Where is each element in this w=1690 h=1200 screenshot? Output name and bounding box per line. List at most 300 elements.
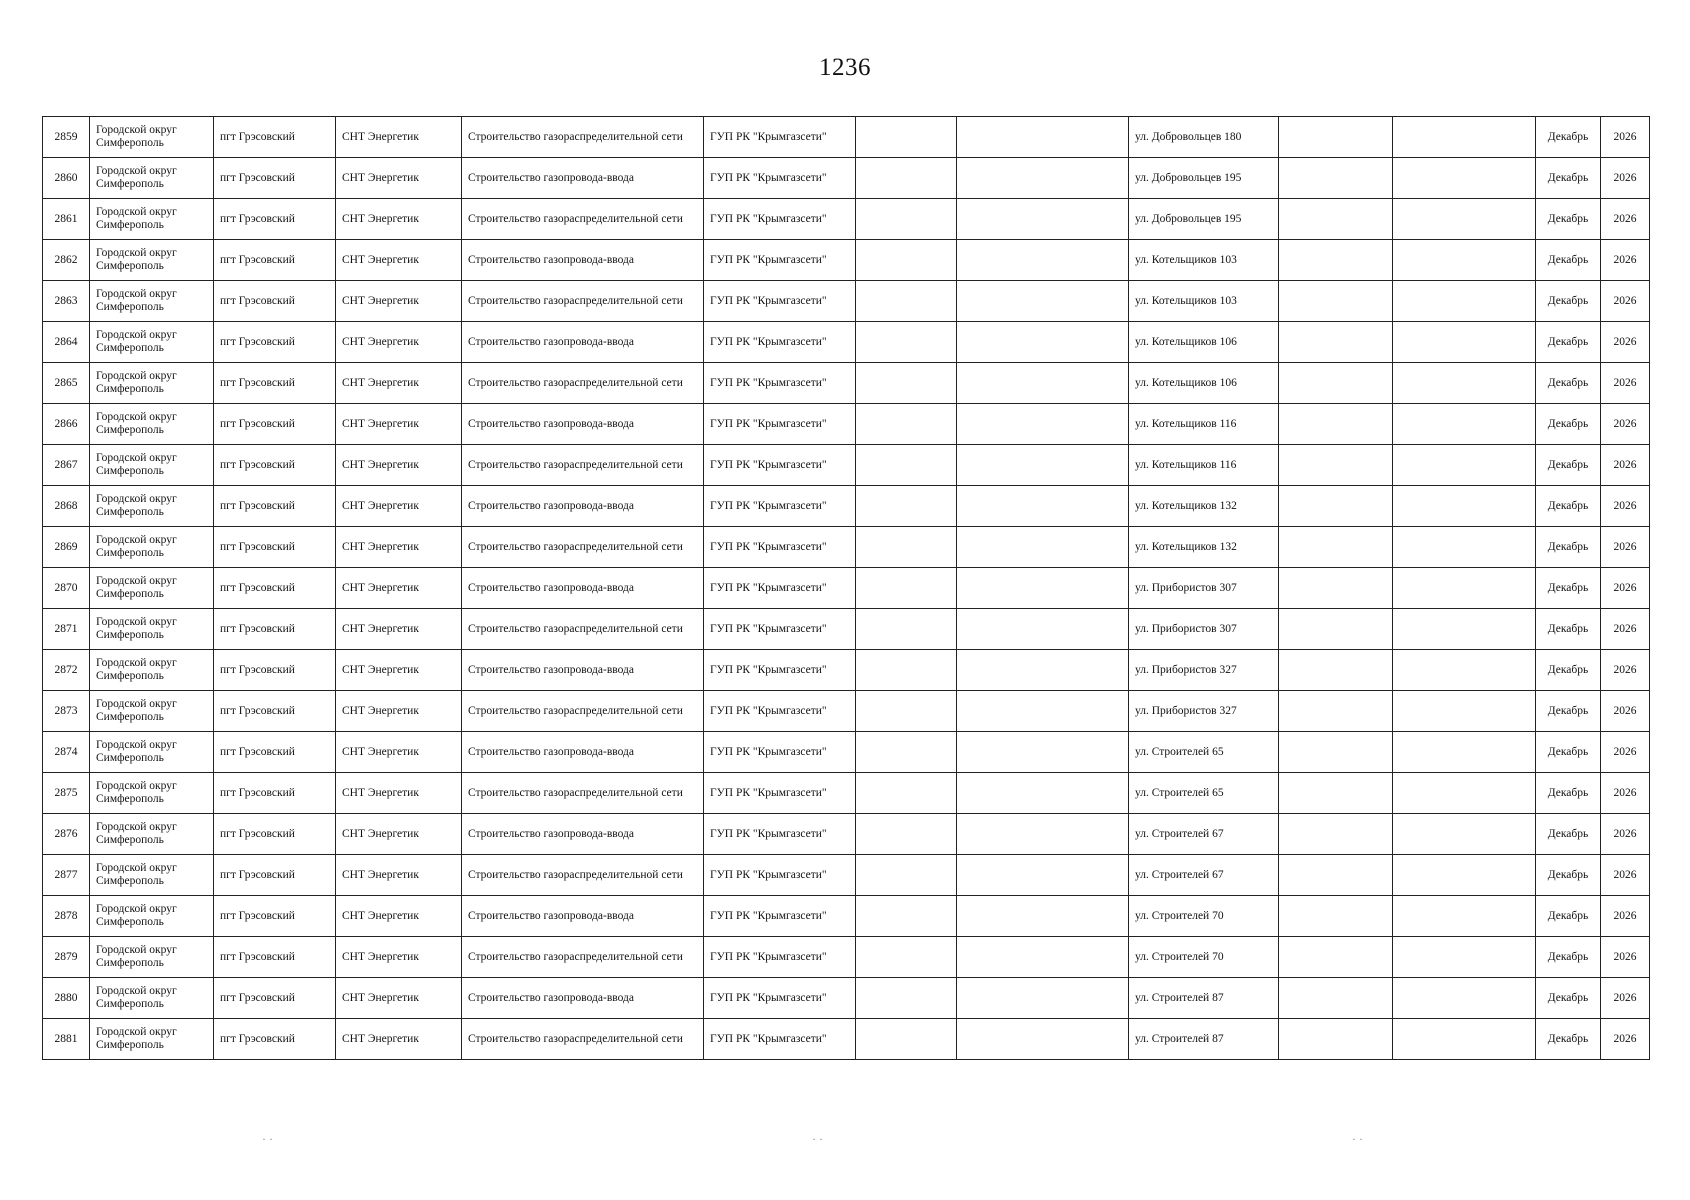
- district-cell: Городской округ Симферополь: [90, 691, 214, 732]
- settlement-cell: пгт Грэсовский: [214, 527, 336, 568]
- empty-cell: [1393, 568, 1536, 609]
- snt-cell: СНТ Энергетик: [336, 486, 462, 527]
- settlement-cell: пгт Грэсовский: [214, 937, 336, 978]
- snt-cell: СНТ Энергетик: [336, 199, 462, 240]
- address-cell: ул. Строителей 65: [1129, 732, 1279, 773]
- empty-cell: [1279, 650, 1393, 691]
- month-cell: Декабрь: [1536, 363, 1601, 404]
- table-row: [43, 814, 1650, 855]
- work-type-cell: Строительство газопровода-ввода: [462, 650, 704, 691]
- empty-cell: [1393, 363, 1536, 404]
- empty-cell: [1393, 199, 1536, 240]
- empty-cell: [957, 937, 1129, 978]
- district-cell: Городской округ Симферополь: [90, 732, 214, 773]
- month-cell: Декабрь: [1536, 404, 1601, 445]
- scan-speck: · ·: [262, 1132, 273, 1146]
- empty-cell: [1279, 527, 1393, 568]
- work-type-cell: Строительство газопровода-ввода: [462, 896, 704, 937]
- address-cell: ул. Котельщиков 106: [1129, 322, 1279, 363]
- month-cell: Декабрь: [1536, 281, 1601, 322]
- district-cell: Городской округ Симферополь: [90, 814, 214, 855]
- address-cell: ул. Котельщиков 116: [1129, 445, 1279, 486]
- empty-cell: [856, 527, 957, 568]
- settlement-cell: пгт Грэсовский: [214, 445, 336, 486]
- empty-cell: [1279, 568, 1393, 609]
- work-type-cell: Строительство газопровода-ввода: [462, 240, 704, 281]
- district-cell: Городской округ Симферополь: [90, 568, 214, 609]
- work-type-cell: Строительство газораспределительной сети: [462, 609, 704, 650]
- table-row: [43, 281, 1650, 322]
- operator-cell: ГУП РК "Крымгазсети": [704, 609, 856, 650]
- address-cell: ул. Строителей 67: [1129, 855, 1279, 896]
- operator-cell: ГУП РК "Крымгазсети": [704, 855, 856, 896]
- empty-cell: [957, 527, 1129, 568]
- year-cell: 2026: [1601, 199, 1650, 240]
- work-type-cell: Строительство газопровода-ввода: [462, 322, 704, 363]
- month-cell: Декабрь: [1536, 445, 1601, 486]
- settlement-cell: пгт Грэсовский: [214, 363, 336, 404]
- snt-cell: СНТ Энергетик: [336, 937, 462, 978]
- empty-cell: [856, 650, 957, 691]
- work-type-cell: Строительство газораспределительной сети: [462, 1019, 704, 1060]
- row-number-cell: 2870: [43, 568, 90, 609]
- work-type-cell: Строительство газопровода-ввода: [462, 568, 704, 609]
- empty-cell: [957, 609, 1129, 650]
- work-type-cell: Строительство газораспределительной сети: [462, 363, 704, 404]
- empty-cell: [856, 896, 957, 937]
- empty-cell: [856, 1019, 957, 1060]
- empty-cell: [1393, 404, 1536, 445]
- district-cell: Городской округ Симферополь: [90, 322, 214, 363]
- month-cell: Декабрь: [1536, 527, 1601, 568]
- address-cell: ул. Добровольцев 195: [1129, 158, 1279, 199]
- district-cell: Городской округ Симферополь: [90, 650, 214, 691]
- year-cell: 2026: [1601, 568, 1650, 609]
- address-cell: ул. Строителей 70: [1129, 937, 1279, 978]
- row-number-cell: 2865: [43, 363, 90, 404]
- year-cell: 2026: [1601, 486, 1650, 527]
- settlement-cell: пгт Грэсовский: [214, 199, 336, 240]
- snt-cell: СНТ Энергетик: [336, 117, 462, 158]
- settlement-cell: пгт Грэсовский: [214, 240, 336, 281]
- empty-cell: [1279, 158, 1393, 199]
- district-cell: Городской округ Симферополь: [90, 445, 214, 486]
- settlement-cell: пгт Грэсовский: [214, 814, 336, 855]
- settlement-cell: пгт Грэсовский: [214, 691, 336, 732]
- work-type-cell: Строительство газопровода-ввода: [462, 814, 704, 855]
- operator-cell: ГУП РК "Крымгазсети": [704, 117, 856, 158]
- row-number-cell: 2877: [43, 855, 90, 896]
- empty-cell: [957, 691, 1129, 732]
- empty-cell: [1279, 1019, 1393, 1060]
- row-number-cell: 2862: [43, 240, 90, 281]
- empty-cell: [957, 568, 1129, 609]
- empty-cell: [856, 281, 957, 322]
- settlement-cell: пгт Грэсовский: [214, 978, 336, 1019]
- district-cell: Городской округ Симферополь: [90, 281, 214, 322]
- empty-cell: [1393, 732, 1536, 773]
- table-row: [43, 568, 1650, 609]
- empty-cell: [1279, 691, 1393, 732]
- empty-cell: [957, 240, 1129, 281]
- settlement-cell: пгт Грэсовский: [214, 568, 336, 609]
- row-number-cell: 2879: [43, 937, 90, 978]
- table-row: [43, 609, 1650, 650]
- empty-cell: [1279, 199, 1393, 240]
- address-cell: ул. Котельщиков 106: [1129, 363, 1279, 404]
- snt-cell: СНТ Энергетик: [336, 691, 462, 732]
- empty-cell: [1279, 609, 1393, 650]
- month-cell: Декабрь: [1536, 486, 1601, 527]
- work-type-cell: Строительство газопровода-ввода: [462, 732, 704, 773]
- empty-cell: [957, 363, 1129, 404]
- table-row: [43, 896, 1650, 937]
- settlement-cell: пгт Грэсовский: [214, 896, 336, 937]
- empty-cell: [1393, 609, 1536, 650]
- district-cell: Городской округ Симферополь: [90, 199, 214, 240]
- empty-cell: [957, 896, 1129, 937]
- year-cell: 2026: [1601, 937, 1650, 978]
- empty-cell: [1393, 814, 1536, 855]
- empty-cell: [856, 363, 957, 404]
- empty-cell: [856, 486, 957, 527]
- scan-speck: · ·: [1352, 1132, 1363, 1146]
- operator-cell: ГУП РК "Крымгазсети": [704, 937, 856, 978]
- empty-cell: [856, 773, 957, 814]
- year-cell: 2026: [1601, 158, 1650, 199]
- month-cell: Декабрь: [1536, 1019, 1601, 1060]
- district-cell: Городской округ Симферополь: [90, 978, 214, 1019]
- operator-cell: ГУП РК "Крымгазсети": [704, 978, 856, 1019]
- snt-cell: СНТ Энергетик: [336, 732, 462, 773]
- operator-cell: ГУП РК "Крымгазсети": [704, 650, 856, 691]
- row-number-cell: 2866: [43, 404, 90, 445]
- page-number: 1236: [819, 54, 871, 81]
- operator-cell: ГУП РК "Крымгазсети": [704, 1019, 856, 1060]
- district-cell: Городской округ Симферополь: [90, 773, 214, 814]
- settlement-cell: пгт Грэсовский: [214, 855, 336, 896]
- snt-cell: СНТ Энергетик: [336, 158, 462, 199]
- row-number-cell: 2880: [43, 978, 90, 1019]
- table-row: [43, 773, 1650, 814]
- snt-cell: СНТ Энергетик: [336, 814, 462, 855]
- empty-cell: [1393, 773, 1536, 814]
- year-cell: 2026: [1601, 650, 1650, 691]
- address-cell: ул. Добровольцев 195: [1129, 199, 1279, 240]
- empty-cell: [1279, 322, 1393, 363]
- empty-cell: [1393, 445, 1536, 486]
- table-row: [43, 1019, 1650, 1060]
- snt-cell: СНТ Энергетик: [336, 363, 462, 404]
- empty-cell: [856, 732, 957, 773]
- operator-cell: ГУП РК "Крымгазсети": [704, 199, 856, 240]
- row-number-cell: 2867: [43, 445, 90, 486]
- snt-cell: СНТ Энергетик: [336, 568, 462, 609]
- empty-cell: [957, 281, 1129, 322]
- district-cell: Городской округ Симферополь: [90, 896, 214, 937]
- address-cell: ул. Прибористов 307: [1129, 609, 1279, 650]
- empty-cell: [957, 486, 1129, 527]
- work-type-cell: Строительство газораспределительной сети: [462, 855, 704, 896]
- snt-cell: СНТ Энергетик: [336, 322, 462, 363]
- row-number-cell: 2869: [43, 527, 90, 568]
- empty-cell: [1279, 773, 1393, 814]
- work-type-cell: Строительство газораспределительной сети: [462, 773, 704, 814]
- empty-cell: [1393, 937, 1536, 978]
- month-cell: Декабрь: [1536, 732, 1601, 773]
- empty-cell: [856, 814, 957, 855]
- year-cell: 2026: [1601, 240, 1650, 281]
- month-cell: Декабрь: [1536, 855, 1601, 896]
- snt-cell: СНТ Энергетик: [336, 609, 462, 650]
- settlement-cell: пгт Грэсовский: [214, 486, 336, 527]
- work-type-cell: Строительство газораспределительной сети: [462, 527, 704, 568]
- year-cell: 2026: [1601, 773, 1650, 814]
- settlement-cell: пгт Грэсовский: [214, 1019, 336, 1060]
- month-cell: Декабрь: [1536, 240, 1601, 281]
- table-row: [43, 117, 1650, 158]
- settlement-cell: пгт Грэсовский: [214, 322, 336, 363]
- settlement-cell: пгт Грэсовский: [214, 404, 336, 445]
- settlement-cell: пгт Грэсовский: [214, 158, 336, 199]
- address-cell: ул. Котельщиков 103: [1129, 281, 1279, 322]
- empty-cell: [1393, 281, 1536, 322]
- year-cell: 2026: [1601, 445, 1650, 486]
- year-cell: 2026: [1601, 363, 1650, 404]
- month-cell: Декабрь: [1536, 609, 1601, 650]
- empty-cell: [1393, 117, 1536, 158]
- snt-cell: СНТ Энергетик: [336, 896, 462, 937]
- empty-cell: [1393, 650, 1536, 691]
- empty-cell: [1393, 1019, 1536, 1060]
- empty-cell: [1279, 117, 1393, 158]
- snt-cell: СНТ Энергетик: [336, 445, 462, 486]
- registry-table: [42, 116, 1650, 1060]
- settlement-cell: пгт Грэсовский: [214, 117, 336, 158]
- table-row: [43, 855, 1650, 896]
- operator-cell: ГУП РК "Крымгазсети": [704, 158, 856, 199]
- operator-cell: ГУП РК "Крымгазсети": [704, 527, 856, 568]
- table-row: [43, 158, 1650, 199]
- work-type-cell: Строительство газопровода-ввода: [462, 486, 704, 527]
- month-cell: Декабрь: [1536, 937, 1601, 978]
- district-cell: Городской округ Симферополь: [90, 404, 214, 445]
- empty-cell: [957, 322, 1129, 363]
- operator-cell: ГУП РК "Крымгазсети": [704, 240, 856, 281]
- empty-cell: [1279, 404, 1393, 445]
- empty-cell: [856, 691, 957, 732]
- table-row: [43, 937, 1650, 978]
- district-cell: Городской округ Симферополь: [90, 363, 214, 404]
- snt-cell: СНТ Энергетик: [336, 855, 462, 896]
- address-cell: ул. Котельщиков 116: [1129, 404, 1279, 445]
- empty-cell: [1279, 896, 1393, 937]
- year-cell: 2026: [1601, 896, 1650, 937]
- empty-cell: [957, 199, 1129, 240]
- month-cell: Декабрь: [1536, 773, 1601, 814]
- settlement-cell: пгт Грэсовский: [214, 773, 336, 814]
- row-number-cell: 2872: [43, 650, 90, 691]
- snt-cell: СНТ Энергетик: [336, 650, 462, 691]
- year-cell: 2026: [1601, 691, 1650, 732]
- row-number-cell: 2864: [43, 322, 90, 363]
- district-cell: Городской округ Симферополь: [90, 486, 214, 527]
- empty-cell: [1279, 281, 1393, 322]
- address-cell: ул. Прибористов 327: [1129, 691, 1279, 732]
- empty-cell: [856, 158, 957, 199]
- address-cell: ул. Строителей 65: [1129, 773, 1279, 814]
- operator-cell: ГУП РК "Крымгазсети": [704, 445, 856, 486]
- address-cell: ул. Котельщиков 132: [1129, 486, 1279, 527]
- work-type-cell: Строительство газопровода-ввода: [462, 404, 704, 445]
- row-number-cell: 2861: [43, 199, 90, 240]
- empty-cell: [1279, 937, 1393, 978]
- empty-cell: [856, 855, 957, 896]
- empty-cell: [957, 814, 1129, 855]
- month-cell: Декабрь: [1536, 691, 1601, 732]
- empty-cell: [1279, 978, 1393, 1019]
- table-row: [43, 732, 1650, 773]
- empty-cell: [856, 117, 957, 158]
- empty-cell: [957, 650, 1129, 691]
- table-row: [43, 199, 1650, 240]
- empty-cell: [856, 404, 957, 445]
- address-cell: ул. Прибористов 307: [1129, 568, 1279, 609]
- operator-cell: ГУП РК "Крымгазсети": [704, 732, 856, 773]
- row-number-cell: 2878: [43, 896, 90, 937]
- address-cell: ул. Строителей 70: [1129, 896, 1279, 937]
- row-number-cell: 2875: [43, 773, 90, 814]
- address-cell: ул. Строителей 87: [1129, 978, 1279, 1019]
- table-row: [43, 486, 1650, 527]
- year-cell: 2026: [1601, 322, 1650, 363]
- empty-cell: [957, 445, 1129, 486]
- year-cell: 2026: [1601, 527, 1650, 568]
- empty-cell: [1279, 240, 1393, 281]
- row-number-cell: 2859: [43, 117, 90, 158]
- empty-cell: [957, 773, 1129, 814]
- snt-cell: СНТ Энергетик: [336, 1019, 462, 1060]
- district-cell: Городской округ Симферополь: [90, 855, 214, 896]
- row-number-cell: 2868: [43, 486, 90, 527]
- district-cell: Городской округ Симферополь: [90, 609, 214, 650]
- district-cell: Городской округ Симферополь: [90, 937, 214, 978]
- operator-cell: ГУП РК "Крымгазсети": [704, 322, 856, 363]
- empty-cell: [1393, 896, 1536, 937]
- work-type-cell: Строительство газораспределительной сети: [462, 691, 704, 732]
- snt-cell: СНТ Энергетик: [336, 773, 462, 814]
- empty-cell: [856, 240, 957, 281]
- empty-cell: [856, 445, 957, 486]
- settlement-cell: пгт Грэсовский: [214, 732, 336, 773]
- empty-cell: [957, 404, 1129, 445]
- row-number-cell: 2873: [43, 691, 90, 732]
- settlement-cell: пгт Грэсовский: [214, 650, 336, 691]
- district-cell: Городской округ Симферополь: [90, 158, 214, 199]
- empty-cell: [1279, 363, 1393, 404]
- month-cell: Декабрь: [1536, 650, 1601, 691]
- empty-cell: [1279, 855, 1393, 896]
- empty-cell: [1393, 527, 1536, 568]
- address-cell: ул. Строителей 87: [1129, 1019, 1279, 1060]
- empty-cell: [1393, 322, 1536, 363]
- year-cell: 2026: [1601, 281, 1650, 322]
- table-row: [43, 240, 1650, 281]
- empty-cell: [1279, 814, 1393, 855]
- operator-cell: ГУП РК "Крымгазсети": [704, 568, 856, 609]
- address-cell: ул. Котельщиков 132: [1129, 527, 1279, 568]
- empty-cell: [957, 732, 1129, 773]
- year-cell: 2026: [1601, 1019, 1650, 1060]
- table-row: [43, 445, 1650, 486]
- empty-cell: [957, 855, 1129, 896]
- work-type-cell: Строительство газораспределительной сети: [462, 445, 704, 486]
- month-cell: Декабрь: [1536, 158, 1601, 199]
- empty-cell: [957, 117, 1129, 158]
- address-cell: ул. Прибористов 327: [1129, 650, 1279, 691]
- work-type-cell: Строительство газораспределительной сети: [462, 937, 704, 978]
- operator-cell: ГУП РК "Крымгазсети": [704, 691, 856, 732]
- work-type-cell: Строительство газопровода-ввода: [462, 158, 704, 199]
- empty-cell: [1393, 486, 1536, 527]
- settlement-cell: пгт Грэсовский: [214, 281, 336, 322]
- month-cell: Декабрь: [1536, 568, 1601, 609]
- year-cell: 2026: [1601, 855, 1650, 896]
- district-cell: Городской округ Симферополь: [90, 117, 214, 158]
- address-cell: ул. Котельщиков 103: [1129, 240, 1279, 281]
- empty-cell: [1279, 486, 1393, 527]
- empty-cell: [957, 158, 1129, 199]
- empty-cell: [856, 322, 957, 363]
- row-number-cell: 2860: [43, 158, 90, 199]
- month-cell: Декабрь: [1536, 896, 1601, 937]
- operator-cell: ГУП РК "Крымгазсети": [704, 773, 856, 814]
- address-cell: ул. Добровольцев 180: [1129, 117, 1279, 158]
- year-cell: 2026: [1601, 117, 1650, 158]
- operator-cell: ГУП РК "Крымгазсети": [704, 896, 856, 937]
- operator-cell: ГУП РК "Крымгазсети": [704, 363, 856, 404]
- work-type-cell: Строительство газораспределительной сети: [462, 281, 704, 322]
- empty-cell: [1279, 445, 1393, 486]
- snt-cell: СНТ Энергетик: [336, 404, 462, 445]
- operator-cell: ГУП РК "Крымгазсети": [704, 281, 856, 322]
- empty-cell: [856, 568, 957, 609]
- snt-cell: СНТ Энергетик: [336, 281, 462, 322]
- table-row: [43, 404, 1650, 445]
- district-cell: Городской округ Симферополь: [90, 527, 214, 568]
- address-cell: ул. Строителей 67: [1129, 814, 1279, 855]
- operator-cell: ГУП РК "Крымгазсети": [704, 486, 856, 527]
- table-row: [43, 691, 1650, 732]
- settlement-cell: пгт Грэсовский: [214, 609, 336, 650]
- row-number-cell: 2871: [43, 609, 90, 650]
- year-cell: 2026: [1601, 814, 1650, 855]
- row-number-cell: 2863: [43, 281, 90, 322]
- year-cell: 2026: [1601, 404, 1650, 445]
- empty-cell: [1279, 732, 1393, 773]
- registry-table-body: [43, 117, 1650, 1060]
- table-row: [43, 527, 1650, 568]
- empty-cell: [957, 1019, 1129, 1060]
- snt-cell: СНТ Энергетик: [336, 527, 462, 568]
- row-number-cell: 2874: [43, 732, 90, 773]
- empty-cell: [856, 978, 957, 1019]
- row-number-cell: 2881: [43, 1019, 90, 1060]
- table-row: [43, 322, 1650, 363]
- table-row: [43, 363, 1650, 404]
- empty-cell: [1393, 691, 1536, 732]
- year-cell: 2026: [1601, 978, 1650, 1019]
